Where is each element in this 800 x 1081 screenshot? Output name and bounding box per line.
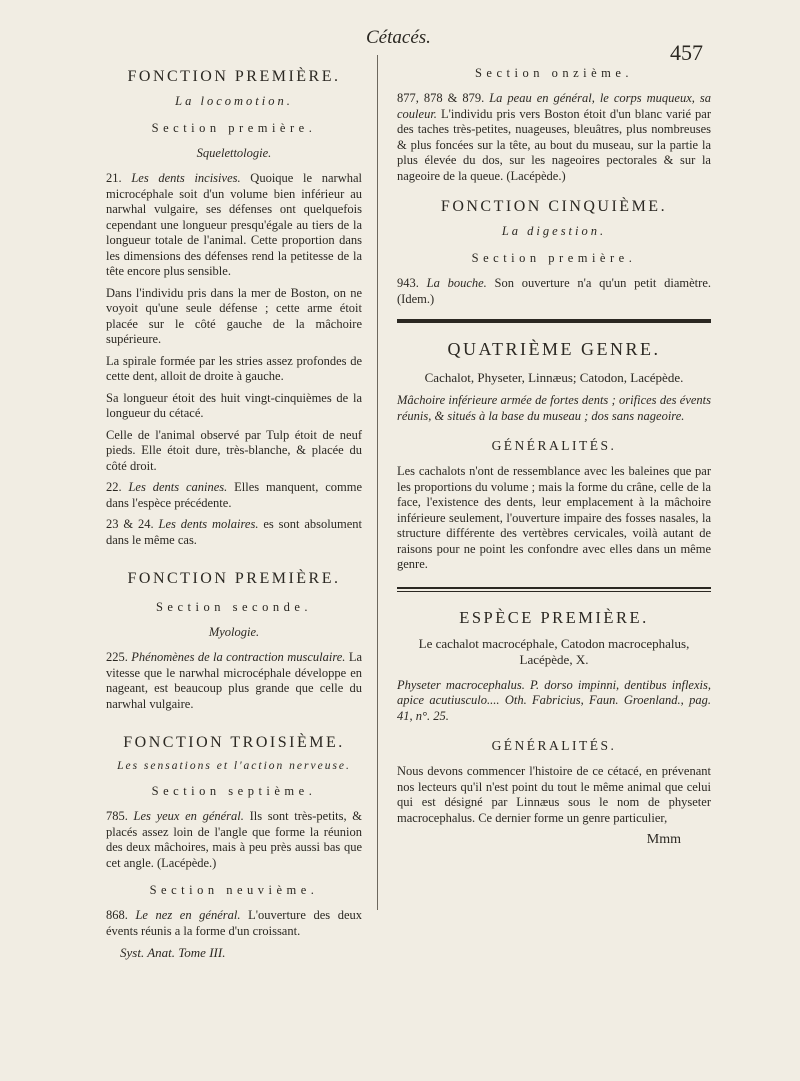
- function-subheading: La digestion.: [501, 224, 607, 238]
- right-column: [397, 60, 711, 848]
- paragraph-943: 943. La bouche. Son ouverture n'a qu'un petit diamètre. (Idem.): [397, 276, 711, 306]
- function-heading: FONCTION PREMIÈRE.: [127, 68, 341, 85]
- paragraph-868: 868. Le nez en général. L'ouverture des deux évents réunis a la forme d'un croissant.: [106, 908, 363, 938]
- left-column: [106, 60, 362, 961]
- paragraph: Sa longueur étoit des huit vingt-cinquièmes de la longueur du cétacé.: [106, 390, 362, 420]
- generalities-paragraph: Nous devons commencer l'histoire de ce cétacé, en prévenant nos lecteurs qu'il n'est point du tout le même animal que celui qui est désigné par Linnæus sous le nom de physeter macrocephalus. Ce dernier forme un genre particulier,: [397, 764, 711, 825]
- section-rule: [397, 319, 711, 323]
- paragraph: La spirale formée par les stries assez profondes de cette dent, alloit de droite à gauche.: [106, 353, 362, 383]
- section-rule-double: [397, 587, 711, 592]
- paragraph-23: 23 & 24. Les dents molaires. es sont absolument dans le même cas.: [106, 517, 362, 547]
- section-heading: Section onzième.: [474, 66, 634, 80]
- topic-heading: Squelettologie.: [196, 146, 272, 160]
- section-heading: Section première.: [151, 121, 317, 135]
- running-title: Cétacés.: [366, 27, 431, 48]
- footer-volume: Syst. Anat. Tome III.: [120, 945, 226, 960]
- genre-heading: QUATRIÈME GENRE.: [447, 339, 661, 359]
- paragraph-785: 785. Les yeux en général. Ils sont très-petits, & placés assez loin de l'angle que forme la réunion des deux mâchoires, mais à peu près aussi bas que cet angle. (Lacépède.): [106, 809, 363, 870]
- section-heading: Section seconde.: [155, 600, 312, 614]
- generalities-paragraph: Les cachalots n'ont de ressemblance avec les baleines que par les proportions du volume ; mais la forme du crâne, celle de la face, l'existence des dents, leur emplacement à la mâchoire inférieure seulement, l'ouverture impaire des fosses nasales, la structure différente des vertèbres cervicales, voilà autant de raisons pour ne point les confondre avec elles dans un même genre.: [397, 464, 711, 571]
- function-heading: FONCTION CINQUIÈME.: [440, 198, 668, 215]
- generalities-heading: GÉNÉRALITÉS.: [491, 438, 617, 453]
- species-heading: ESPÈCE PREMIÈRE.: [459, 607, 649, 627]
- column-divider: [377, 55, 378, 910]
- function-heading: FONCTION TROISIÈME.: [123, 734, 345, 751]
- paragraph-22: 22. Les dents canines. Elles manquent, comme dans l'espèce précédente.: [106, 480, 363, 510]
- paragraph-21: 21. Les dents incisives. Quoique le narwhal microcéphale soit d'un volume bien inférieur au narwhal vulgaire, ses défenses ont quelquefois cependant une longueur presqu'égale au tiers de la longueur totale de l'animal. Cette proportion dans les dimensions des défenses rend la petitesse de la tête encore plus sensible.: [106, 171, 362, 278]
- section-heading: Section neuvième.: [149, 883, 319, 897]
- genre-characters: Mâchoire inférieure armée de fortes dents ; orifices des évents réunis, & situés à la base du museau ; dos sans nageoire.: [397, 393, 711, 423]
- signature-mark: Mmm: [646, 832, 681, 847]
- paragraph: Celle de l'animal observé par Tulp étoit de neuf pieds. Elle étoit dure, très-blanche, & placée du côté droit.: [106, 427, 362, 473]
- function-heading: FONCTION PREMIÈRE.: [127, 570, 341, 587]
- topic-heading: Myologie.: [208, 625, 260, 639]
- function-subheading: Les sensations et l'action nerveuse.: [117, 760, 351, 772]
- section-heading: Section première.: [471, 251, 637, 265]
- function-subheading: La locomotion.: [175, 94, 293, 108]
- paragraph-877: 877, 878 & 879. La peau en général, le corps muqueux, sa couleur. L'individu pris vers Boston étoit d'un blanc varié par des taches très-petites, nuageuses, bleuâtres, plus nombreuses & plus foncées sur la tête, au bout du museau, sur la partie la plus élevée du dos, sur les nageoires pectorales & sur la nageoire de la queue. (Lacépède.): [397, 91, 711, 183]
- species-name: Le cachalot macrocéphale, Catodon macrocephalus, Lacépède, X.: [418, 635, 690, 667]
- paragraph-225: 225. Phénomènes de la contraction musculaire. La vitesse que le narwhal microcéphale développe en nageant, est beaucoup plus grande que celle du narwhal vulgaire.: [106, 650, 363, 711]
- generalities-heading: GÉNÉRALITÉS.: [491, 738, 617, 753]
- paragraph: Dans l'individu pris dans la mer de Boston, on ne voyoit qu'une seule défense ; cette arme étoit placée sur le côté gauche de la mâchoire supérieure.: [106, 285, 362, 346]
- section-heading: Section septième.: [151, 784, 317, 798]
- species-synonymy: Physeter macrocephalus. P. dorso impinni, dentibus inflexis, apice acutiusculo.... Oth. Fabricius, Faun. Groenland., pag. 41, n°. 25.: [397, 677, 711, 723]
- page-number: 457: [670, 40, 703, 65]
- genre-name: Cachalot, Physeter, Linnæus; Catodon, Lacépède.: [424, 370, 684, 385]
